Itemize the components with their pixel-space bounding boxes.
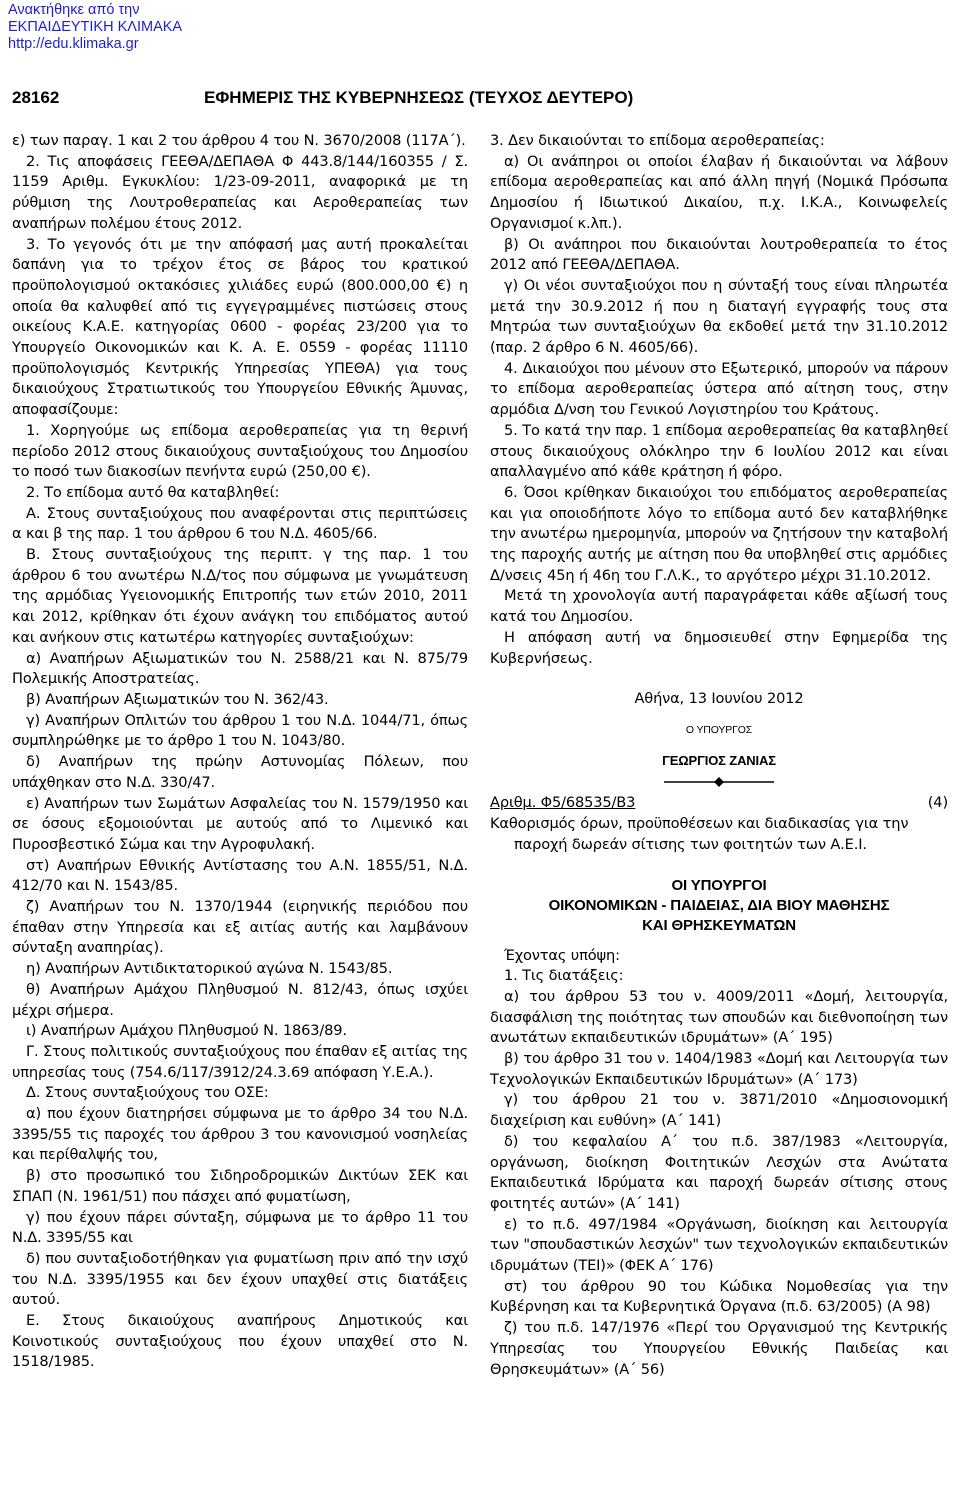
paragraph: ι) Αναπήρων Αμάχου Πληθυσμού Ν. 1863/89. — [26, 1022, 347, 1040]
decision-index: (4) — [927, 794, 948, 812]
paragraph: β) του άρθρο 31 του ν. 1404/1983 «Δομή και Λειτουργία των Τεχνολογικών Εκπαιδευτικών Ιδρυμάτων» (Α΄ 173) — [490, 1050, 948, 1088]
paragraph: Γ. Στους πολιτικούς συνταξιούχους που έπαθαν εξ αιτίας της υπηρεσίας τους (754.6/117/3912/24.3.69 απόφαση Υ.Ε.Α.). — [12, 1042, 468, 1081]
paragraph: 3. Δεν δικαιούνται το επίδομα αεροθεραπείας: — [490, 132, 825, 149]
diamond-separator-icon — [664, 777, 774, 787]
paragraph: η) Αναπήρων Αντιδικτατορικού αγώνα Ν. 1543/85. — [26, 960, 393, 978]
paragraph: Ε. Στους δικαιούχους αναπήρους Δημοτικούς και Κοινοτικούς συνταξιούχους που έχουν υπαχθεί στο Ν. 1518/1985. — [12, 1312, 468, 1371]
paragraph: ζ) Αναπήρων του Ν. 1370/1944 (ειρηνικής περιόδου που έπαθαν στην Υπηρεσία και εξ αιτίας αυτής και λαμβάνουν σύνταξη αναπηρίας). — [12, 898, 468, 957]
gazette-title: ΕΦΗΜΕΡΙΣ ΤΗΣ ΚΥΒΕΡΝΗΣΕΩΣ (ΤΕΥΧΟΣ ΔΕΥΤΕΡΟ) — [204, 88, 634, 107]
source-watermark — [8, 2, 182, 53]
paragraph: θ) Αναπήρων Αμάχου Πληθυσμού Ν. 812/43, όπως ισχύει μέχρι σήμερα. — [12, 980, 468, 1019]
paragraph: δ) του κεφαλαίου Α΄ του π.δ. 387/1983 «Λειτουργία, οργάνωση, διοίκηση Φοιτητικών Λεσχών στα Ανώτατα Εκπαιδευτικά Ιδρύματα και παροχή δωρεάν σίτισης στους φοιτητές αυτών» (Α΄ 141) — [490, 1132, 948, 1212]
minister-label: Ο ΥΠΟΥΡΓΟΣ — [685, 723, 753, 736]
minister-name: ΓΕΩΡΓΙΟΣ ΖΑΝΙΑΣ — [662, 752, 776, 768]
paragraph: Η απόφαση αυτή να δημοσιευθεί στην Εφημερίδα της Κυβερνήσεως. — [490, 628, 948, 667]
paragraph: ζ) του π.δ. 147/1976 «Περί του Οργανισμού της Κεντρικής Υπηρεσίας του Υπουργείου Εθνικής Παιδείας και Θρησκευμάτων» (Α΄ 56) — [490, 1319, 948, 1378]
ministers-heading-3: ΚΑΙ ΘΡΗΣΚΕΥΜΑΤΩΝ — [642, 916, 796, 934]
decision-number: Αριθμ. Φ5/68535/Β3 — [490, 794, 636, 812]
paragraph: Έχοντας υπόψη: — [504, 946, 620, 964]
paragraph: γ) που έχουν πάρει σύνταξη, σύμφωνα με το άρθρο 11 του Ν.Δ. 3395/55 και — [12, 1208, 468, 1247]
paragraph: δ) Αναπήρων της πρώην Αστυνομίας Πόλεων, που υπάχθηκαν στο Ν.Δ. 330/47. — [12, 753, 468, 791]
paragraph: ε) των παραγ. 1 και 2 του άρθρου 4 του Ν. 3670/2008 (117Α΄). — [12, 132, 466, 149]
decision-number-row — [490, 793, 948, 814]
paragraph: ε) το π.δ. 497/1984 «Οργάνωση, διοίκηση και λειτουργία των "σπουδαστικών λεσχών" των τεχνολογικών εκπαιδευτικών ιδρυμάτων (ΤΕΙ)» (ΦΕΚ Α΄ 176) — [490, 1215, 948, 1275]
paragraph: α) Οι ανάπηροι οι οποίοι έλαβαν ή δικαιούνται να λάβουν επίδομα αεροθεραπείας και από άλλη πηγή (Νομικά Πρόσωπα Δημοσίου ή Ιδιωτικού Δικαίου, π.χ. Ι.Κ.Α., Κοινωφελείς Οργανισμοί κ.λπ.). — [490, 152, 948, 232]
paragraph: α) του άρθρου 53 του ν. 4009/2011 «Δομή, λειτουργία, διασφάλιση της ποιότητας των σπουδών και διεθνοποίηση των ανωτάτων εκπαιδευτικών ιδρυμάτων» (Α΄ 195) — [490, 987, 948, 1047]
paragraph: α) που έχουν διατηρήσει σύμφωνα με το άρθρο 34 του Ν.Δ. 3395/55 τις παροχές του άρθρου 3 του κανονισμού νοσηλείας και περίθαλψής του, — [12, 1105, 468, 1164]
paragraph: 6. Όσοι κρίθηκαν δικαιούχοι του επιδόματος αεροθεραπείας και για οποιοδήποτε λόγο το επίδομα αυτό δεν καταβλήθηκε την ανωτέρω ημερομηνία, μπορούν να ζητήσουν την καταβολή της παροχής αυτής με αίτηση που θα υποβληθεί στις αρμόδιες Δ/νσεις 45η ή 46η του Γ.Λ.Κ., το αργότερο μέχρι 31.10.2012. — [490, 483, 948, 584]
paragraph: γ) Αναπήρων Οπλιτών του άρθρου 1 του Ν.Δ. 1044/71, όπως συμπληρώθηκε με το άρθρο 1 του Ν. 1043/80. — [12, 711, 468, 750]
paragraph: 4. Δικαιούχοι που μένουν στο Εξωτερικό, μπορούν να πάρουν το επίδομα αεροθεραπείας ύστερα από αίτηση τους, στην αρμόδια Δ/νση του Γενικού Λογιστηρίου του Κράτους. — [490, 359, 948, 419]
paragraph: 1. Τις διατάξεις: — [504, 967, 624, 985]
paragraph: 2. Τις αποφάσεις ΓΕΕΘΑ/ΔΕΠΑΘΑ Φ 443.8/144/160355 / Σ. 1159 Αριθμ. Εγκυκλίου: 1/23-09-2011, αναφορικά με τη ρύθμιση της Λουτροθεραπείας και Αεροθεραπείας των αναπήρων πολέμου έτους 2012. — [12, 152, 468, 232]
paragraph: γ) Οι νέοι συνταξιούχοι που η σύνταξή τους είναι πληρωτέα μετά την 30.9.2012 ή που η διαταγή εγγραφής τους στα Μητρώα των συνταξιούχων θα εκδοθεί μετά την 31.10.2012 (παρ. 2 άρθρο 6 Ν. 4605/66). — [490, 276, 948, 357]
paragraph: β) Οι ανάπηροι που δικαιούνται λουτροθεραπεία το έτος 2012 από ΓΕΕΘΑ/ΔΕΠΑΘΑ. — [490, 235, 948, 274]
ministers-heading-1: ΟΙ ΥΠΟΥΡΓΟΙ — [671, 876, 767, 894]
paragraph: Α. Στους συνταξιούχους που αναφέρονται στις περιπτώσεις α και β της παρ. 1 του άρθρου 6 του Ν.Δ. 4605/66. — [12, 504, 468, 543]
source-line-2: ΕΚΠΑΙΔΕΥΤΙΚΗ ΚΛΙΜΑΚΑ — [8, 19, 183, 35]
paragraph: 3. Το γεγονός ότι με την απόφασή μας αυτή προκαλείται δαπάνη για το τρέχον έτος σε βάρος του κρατικού προϋπολογισμού οκτακόσιες χιλιάδες ευρώ (800.000,00 €) η οποία θα καλυφθεί από τις εγγεγραμμένες πιστώσεις στους οικείους Κ.Α.Ε. κατηγορίας 0600 - φορέας 23/200 για το Υπουργείο Οικονομικών και Κ. Α. Ε. 0559 - φορέας 11110 προϋπολογισμός Κεντρικής Υπηρεσίας ΥΠΕΘΑ) για τους δικαιούχους Στρατιωτικούς του Υπουργείου Εθνικής Άμυνας, αποφασίζουμε: — [12, 235, 468, 419]
paragraph: δ) που συνταξιοδοτήθηκαν για φυματίωση πριν από την ισχύ του Ν.Δ. 3395/1955 και δεν έχουν υπαχθεί στις διατάξεις αυτού. — [12, 1249, 468, 1309]
separator — [490, 771, 948, 793]
decision-subject: Καθορισμός όρων, προϋποθέσεων και διαδικασίας για την παροχή δωρεάν σίτισης των φοιτητών των Α.Ε.Ι. — [490, 815, 909, 853]
paragraph: 1. Χορηγούμε ως επίδομα αεροθεραπείας για τη θερινή περίοδο 2012 στους δικαιούχους συνταξιούχους του Δημοσίου το ποσό των διακοσίων πενήντα ευρώ (250,00 €). — [12, 421, 468, 481]
paragraph: Β. Στους συνταξιούχους της περιπτ. γ της παρ. 1 του άρθρου 6 του ανωτέρω Ν.Δ/τος που σύμφωνα με γνωμάτευση της αρμόδιας Υγειονομικής Επιτροπής των ετών 2010, 2011 και 2012, κρίθηκαν ότι έχουν ανάγκη του επιδόματος αυτού και ανήκουν στις κατωτέρω κατηγορίες συνταξιούχων: — [12, 546, 468, 646]
left-column — [12, 131, 468, 1373]
paragraph: ε) Αναπήρων των Σωμάτων Ασφαλείας του Ν. 1579/1950 και σε όσους εξομοιούνται με αυτούς από το Λιμενικό και Πυροσβεστικό Σώμα και την Αγροφυλακή. — [12, 794, 468, 853]
place-date: Αθήνα, 13 Ιουνίου 2012 — [634, 690, 804, 708]
paragraph: Μετά τη χρονολογία αυτή παραγράφεται κάθε αξίωσή τους κατά του Δημοσίου. — [490, 587, 948, 626]
right-column — [490, 131, 948, 1380]
paragraph: α) Αναπήρων Αξιωματικών του Ν. 2588/21 και Ν. 875/79 Πολεμικής Αποστρατείας. — [12, 649, 468, 688]
source-link[interactable]: http://edu.klimaka.gr — [8, 36, 139, 52]
paragraph: Δ. Στους συνταξιούχους του ΟΣΕ: — [26, 1084, 269, 1102]
paragraph: στ) Αναπήρων Εθνικής Αντίστασης του Α.Ν. 1855/51, Ν.Δ. 412/70 και Ν. 1543/85. — [12, 856, 468, 895]
source-line-1: Ανακτήθηκε από την — [8, 2, 140, 18]
paragraph: β) στο προσωπικό του Σιδηροδρομικών Δικτύων ΣΕΚ και ΣΠΑΠ (Ν. 1961/51) που πάσχει από φυματίωση, — [12, 1167, 468, 1205]
paragraph: β) Αναπήρων Αξιωματικών του Ν. 362/43. — [26, 690, 329, 708]
paragraph: 2. Το επίδομα αυτό θα καταβληθεί: — [26, 483, 280, 501]
paragraph: στ) του άρθρου 90 του Κώδικα Νομοθεσίας για την Κυβέρνηση και τα Κυβερνητικά Όργανα (π.δ. 63/2005) (Α 98) — [490, 1277, 948, 1316]
ministers-heading-2: ΟΙΚΟΝΟΜΙΚΩΝ - ΠΑΙΔΕΙΑΣ, ΔΙΑ ΒΙΟΥ ΜΑΘΗΣΗΣ — [548, 896, 890, 914]
paragraph: 5. Το κατά την παρ. 1 επίδομα αεροθεραπείας θα καταβληθεί στους δικαιούχους ολόκληρο την 6 Ιουλίου 2012 και είναι απαλλαγμένο από κάθε κράτηση ή φόρο. — [490, 421, 948, 481]
paragraph: γ) του άρθρου 21 του ν. 3871/2010 «Δημοσιονομική διαχείριση και ευθύνη» (Α΄ 141) — [490, 1091, 948, 1130]
page-number: 28162 — [12, 88, 60, 107]
